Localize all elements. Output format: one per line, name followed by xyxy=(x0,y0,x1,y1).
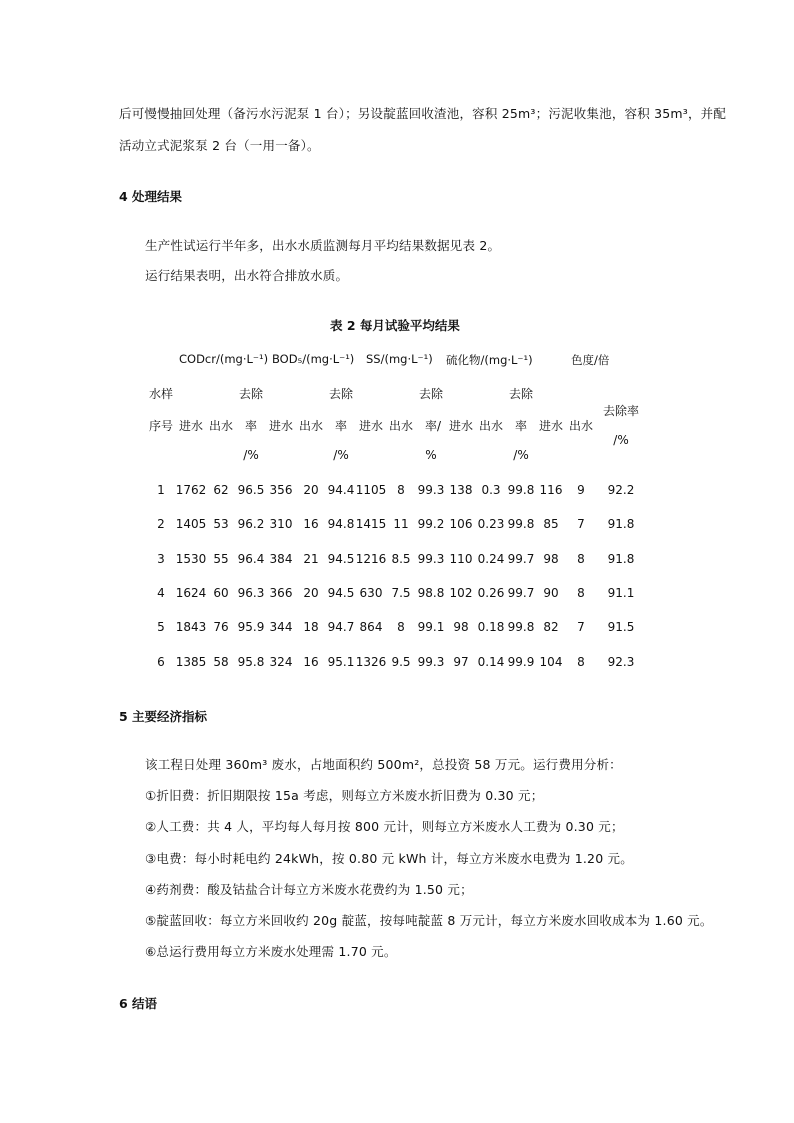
table-cell: 82 xyxy=(543,620,559,635)
cost-item-indigo-recovery: ⑤靛蓝回收：每立方米回收约 20g 靛蓝，按每吨靛蓝 8 万元计，每立方米废水回收成本为 1.60 元。 xyxy=(145,913,713,928)
table-cell: 110 xyxy=(449,551,473,566)
table-cell: 91.5 xyxy=(607,620,635,635)
table-cell: 344 xyxy=(269,620,293,635)
col-in: 进水 xyxy=(448,419,474,433)
table-cell: 1762 xyxy=(175,483,207,497)
rate-header-top: 去除 xyxy=(238,387,264,401)
table-cell: 9 xyxy=(577,483,585,497)
table-cell: 99.7 xyxy=(507,585,535,600)
group-header-codcr: CODcr/(mg·L⁻¹) xyxy=(179,352,269,366)
table-cell: 20 xyxy=(303,483,319,497)
col-out: 出水 xyxy=(568,419,594,433)
section-4-heading: 4 处理结果 xyxy=(119,189,183,204)
group-header-color: 色度/倍 xyxy=(571,353,610,367)
intro-line-2: 活动立式泥浆泵 2 台（一用一备）。 xyxy=(119,138,320,153)
table-cell: 99.9 xyxy=(507,654,535,669)
table-cell: 99.8 xyxy=(507,620,535,635)
table-row-index: 1 xyxy=(157,483,165,497)
table-cell: 94.8 xyxy=(327,517,355,532)
table-cell: 94.7 xyxy=(327,620,355,635)
table-cell: 98 xyxy=(543,551,559,566)
rate-header-bottom: /% xyxy=(243,448,259,462)
table-caption: 表 2 每月试验平均结果 xyxy=(330,318,460,333)
table-cell: 0.24 xyxy=(477,551,505,566)
rate-header-mid: 率 xyxy=(334,419,348,433)
table-cell: 91.8 xyxy=(607,517,635,532)
table-cell: 1415 xyxy=(355,517,387,532)
table-cell: 94.5 xyxy=(327,585,355,600)
table-cell: 384 xyxy=(269,551,293,566)
table-cell: 96.2 xyxy=(237,517,265,532)
table-cell: 8 xyxy=(577,551,585,566)
table-cell: 99.1 xyxy=(417,620,445,635)
cost-item-electricity: ③电费：每小时耗电约 24kWh，按 0.80 元 kWh 计，每立方米废水电费为 1.20 元。 xyxy=(145,851,633,866)
table-cell: 90 xyxy=(543,585,559,600)
table-cell: 8 xyxy=(577,654,585,669)
rate-header-mid: 率 xyxy=(244,419,258,433)
col-out: 出水 xyxy=(298,419,324,433)
table-cell: 55 xyxy=(213,551,229,566)
table-cell: 98 xyxy=(453,620,469,635)
col-out: 出水 xyxy=(388,419,414,433)
rate-header-mid: 率/ xyxy=(424,419,442,433)
table-cell: 92.2 xyxy=(607,483,635,497)
table-cell: 138 xyxy=(449,483,473,497)
table-cell: 95.9 xyxy=(237,620,265,635)
table-cell: 1530 xyxy=(175,551,207,566)
table-cell: 94.4 xyxy=(327,483,355,497)
table-row-index: 4 xyxy=(157,585,165,600)
group-header-bod5: BOD₅/(mg·L⁻¹) xyxy=(272,352,355,366)
table-cell: 21 xyxy=(303,551,319,566)
table-cell: 11 xyxy=(393,517,409,532)
table-cell: 8 xyxy=(577,585,585,600)
table-cell: 7 xyxy=(577,517,585,532)
cost-item-chemicals: ④药剂费：酸及钴盐合计每立方米废水花费约为 1.50 元； xyxy=(145,882,473,897)
table-cell: 7 xyxy=(577,620,585,635)
section-5-heading: 5 主要经济指标 xyxy=(119,709,208,724)
section-4-para-2: 运行结果表明，出水符合排放水质。 xyxy=(145,268,349,283)
table-cell: 94.5 xyxy=(327,551,355,566)
table-cell: 0.3 xyxy=(481,483,501,497)
col-in: 进水 xyxy=(358,419,384,433)
table-cell: 92.3 xyxy=(607,654,635,669)
table-cell: 99.2 xyxy=(417,517,445,532)
table-cell: 116 xyxy=(539,483,563,497)
group-header-ss: SS/(mg·L⁻¹) xyxy=(366,352,433,366)
table-cell: 99.3 xyxy=(417,483,445,497)
table-cell: 16 xyxy=(303,654,319,669)
table-cell: 0.23 xyxy=(477,517,505,532)
rate-header-top: 去除 xyxy=(328,387,354,401)
sample-label-bottom: 序号 xyxy=(148,419,174,433)
color-rate-header-top: 去除率 xyxy=(602,404,640,418)
table-cell: 104 xyxy=(539,654,563,669)
rate-header-top: 去除 xyxy=(508,387,534,401)
section-5-intro: 该工程日处理 360m³ 废水，占地面积约 500m²，总投资 58 万元。运行费用分析： xyxy=(145,757,622,772)
table-cell: 366 xyxy=(269,585,293,600)
table-cell: 8 xyxy=(397,620,405,635)
table-cell: 1624 xyxy=(175,585,207,600)
section-6-heading: 6 结语 xyxy=(119,996,158,1011)
table-cell: 96.5 xyxy=(237,483,265,497)
col-in: 进水 xyxy=(268,419,294,433)
table-cell: 97 xyxy=(453,654,469,669)
cost-item-depreciation: ①折旧费：折旧期限按 15a 考虑，则每立方米废水折旧费为 0.30 元； xyxy=(145,788,544,803)
table-row-index: 2 xyxy=(157,517,165,532)
table-cell: 85 xyxy=(543,517,559,532)
table-cell: 1216 xyxy=(355,551,387,566)
table-cell: 9.5 xyxy=(391,654,411,669)
rate-header-bottom: /% xyxy=(513,448,529,462)
section-4-para-1: 生产性试运行半年多，出水水质监测每月平均结果数据见表 2。 xyxy=(145,238,501,253)
table-cell: 95.8 xyxy=(237,654,265,669)
table-row-index: 3 xyxy=(157,551,165,566)
rate-header-top: 去除 xyxy=(418,387,444,401)
table-cell: 99.7 xyxy=(507,551,535,566)
table-cell: 0.18 xyxy=(477,620,505,635)
col-in: 进水 xyxy=(538,419,564,433)
table-cell: 20 xyxy=(303,585,319,600)
table-cell: 8 xyxy=(397,483,405,497)
table-cell: 630 xyxy=(359,585,383,600)
table-cell: 99.8 xyxy=(507,517,535,532)
cost-item-total: ⑥总运行费用每立方米废水处理需 1.70 元。 xyxy=(145,944,397,959)
table-cell: 91.8 xyxy=(607,551,635,566)
table-cell: 91.1 xyxy=(607,585,635,600)
table-cell: 0.14 xyxy=(477,654,505,669)
group-header-sulfide: 硫化物/(mg·L⁻¹) xyxy=(446,353,533,367)
table-cell: 1843 xyxy=(175,620,207,635)
table-cell: 310 xyxy=(269,517,293,532)
col-out: 出水 xyxy=(208,419,234,433)
table-cell: 62 xyxy=(213,483,229,497)
col-out: 出水 xyxy=(478,419,504,433)
col-in: 进水 xyxy=(178,419,204,433)
table-cell: 76 xyxy=(213,620,229,635)
color-rate-header-bottom: /% xyxy=(613,433,629,447)
table-cell: 60 xyxy=(213,585,229,600)
table-cell: 95.1 xyxy=(327,654,355,669)
table-cell: 7.5 xyxy=(391,585,411,600)
table-cell: 18 xyxy=(303,620,319,635)
table-cell: 99.3 xyxy=(417,654,445,669)
table-cell: 102 xyxy=(449,585,473,600)
table-cell: 16 xyxy=(303,517,319,532)
rate-header-mid: 率 xyxy=(514,419,528,433)
table-cell: 53 xyxy=(213,517,229,532)
table-cell: 1105 xyxy=(355,483,387,497)
table-cell: 356 xyxy=(269,483,293,497)
intro-line-1: 后可慢慢抽回处理（备污水污泥泵 1 台）；另设靛蓝回收渣池，容积 25m³；污泥收集池，容积 35m³，并配 xyxy=(119,106,727,121)
table-cell: 106 xyxy=(449,517,473,532)
table-cell: 96.4 xyxy=(237,551,265,566)
table-row-index: 6 xyxy=(157,654,165,669)
rate-header-bottom: /% xyxy=(333,448,349,462)
table-cell: 1385 xyxy=(175,654,207,669)
sample-label-top: 水样 xyxy=(148,387,174,401)
table-cell: 1405 xyxy=(175,517,207,532)
table-cell: 96.3 xyxy=(237,585,265,600)
table-row-index: 5 xyxy=(157,620,165,635)
table-cell: 99.8 xyxy=(507,483,535,497)
cost-item-labor: ②人工费：共 4 人，平均每人每月按 800 元计，则每立方米废水人工费为 0.30 元； xyxy=(145,819,624,834)
table-cell: 324 xyxy=(269,654,293,669)
table-cell: 58 xyxy=(213,654,229,669)
table-cell: 99.3 xyxy=(417,551,445,566)
table-cell: 98.8 xyxy=(417,585,445,600)
table-cell: 1326 xyxy=(355,654,387,669)
table-cell: 8.5 xyxy=(391,551,411,566)
table-cell: 864 xyxy=(359,620,383,635)
rate-header-bottom: % xyxy=(425,448,437,462)
table-cell: 0.26 xyxy=(477,585,505,600)
